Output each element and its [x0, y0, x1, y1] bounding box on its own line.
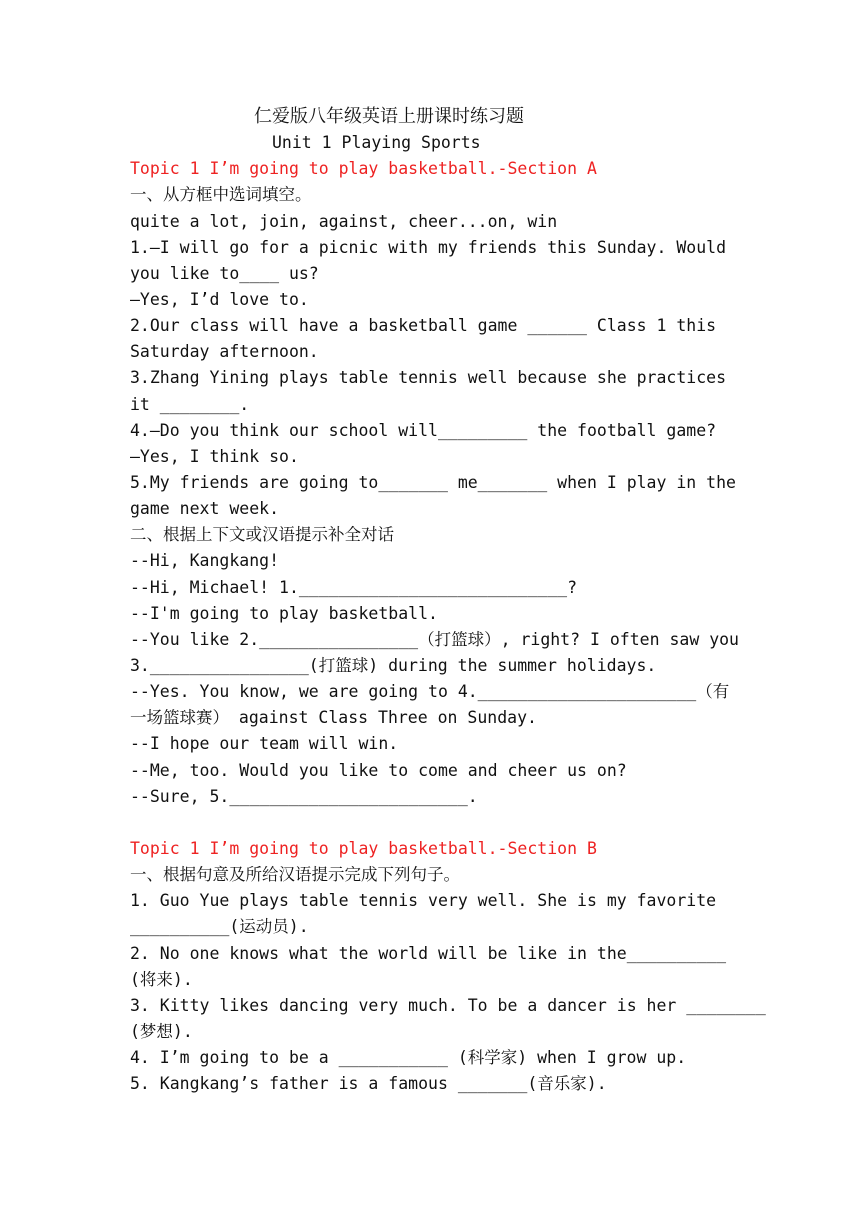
dialogue-line: --I hope our team will win. [130, 734, 399, 754]
section-a-part1-line: Saturday afternoon. [130, 342, 319, 362]
section-a-part1-line: —Yes, I’d love to. [130, 289, 309, 309]
section-a-part1-line: it ________. [130, 394, 250, 414]
section-b-heading: Topic 1 I’m going to play basketball.-Section B [130, 838, 597, 858]
section-a-heading: Topic 1 I’m going to play basketball.-Section A [130, 159, 597, 179]
section-a-part2-instruction: 二、根据上下文或汉语提示补全对话 [130, 525, 394, 545]
section-b-part1-line: 2. No one knows what the world will be like in the__________ [130, 943, 727, 963]
section-a-part1-line: game next week. [130, 499, 280, 519]
section-b-part1-line: (将来). [130, 969, 193, 989]
dialogue-line: --Hi, Kangkang! [130, 551, 280, 571]
section-b-part1-line: (梦想). [130, 1021, 193, 1041]
section-a-part1-line: 3.Zhang Yining plays table tennis well because she practices [130, 368, 727, 388]
section-a-part1-line: you like to____ us? [130, 263, 319, 283]
section-b-part1-line: 4. I’m going to be a ___________ (科学家) when I grow up. [130, 1048, 687, 1068]
worksheet-content [130, 104, 766, 1097]
section-b-part1-line: 5. Kangkang’s father is a famous _______(音乐家). [130, 1074, 607, 1094]
section-b-part1-line: 3. Kitty likes dancing very much. To be a dancer is her ________ [130, 995, 766, 1015]
dialogue-line: 一场篮球赛） against Class Three on Sunday. [130, 708, 537, 728]
section-a-part1-line: 4.—Do you think our school will_________ the football game? [130, 420, 717, 440]
section-b-part1-line: 1. Guo Yue plays table tennis very well. She is my favorite [130, 891, 717, 911]
section-a-part1-line: 2.Our class will have a basketball game ______ Class 1 this [130, 316, 717, 336]
blank-spacer [130, 810, 730, 836]
section-b-part1-instruction: 一、根据句意及所给汉语提示完成下列句子。 [130, 865, 460, 885]
section-b-part1-line: __________(运动员). [130, 917, 309, 937]
dialogue-line: --Hi, Michael! 1.___________________________? [130, 577, 578, 597]
section-a-part1-line: 1.—I will go for a picnic with my friends this Sunday. Would [130, 237, 727, 257]
dialogue-line: 3.________________(打篮球) during the summer holidays. [130, 655, 657, 675]
section-a-part1-line: 5.My friends are going to_______ me_______ when I play in the [130, 472, 736, 492]
dialogue-line: --Me, too. Would you like to come and cheer us on? [130, 760, 627, 780]
dialogue-line: --Sure, 5.________________________. [130, 786, 478, 806]
document-title: 仁爱版八年级英语上册课时练习题 [254, 106, 524, 127]
dialogue-line: --I'm going to play basketball. [130, 603, 438, 623]
section-a-part1-line: —Yes, I think so. [130, 446, 299, 466]
dialogue-line: --Yes. You know, we are going to 4.______________________（有 [130, 682, 730, 702]
section-a-part1-instruction: 一、从方框中选词填空。 [130, 185, 312, 205]
section-a-word-bank: quite a lot, join, against, cheer...on, win [130, 211, 558, 231]
dialogue-line: --You like 2.________________（打篮球）, right? I often saw you [130, 629, 739, 649]
document-subtitle: Unit 1 Playing Sports [272, 133, 481, 153]
